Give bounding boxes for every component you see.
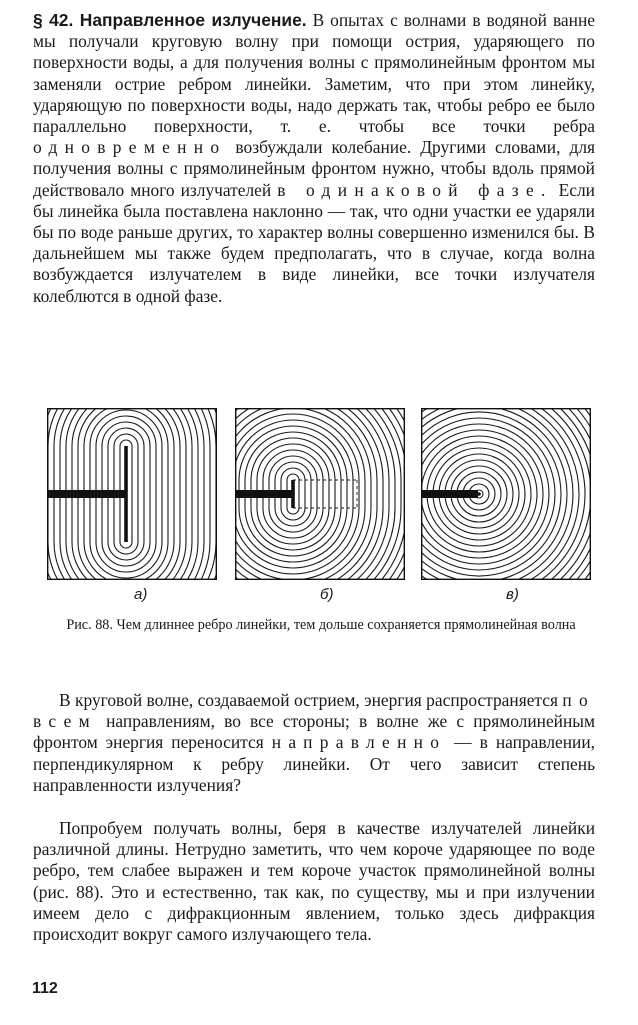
figure-label-b: б) — [320, 586, 334, 603]
p1-text: В опытах с волнами в водяной ванне мы получали круговую волну при помощи острия, ударяющего по поверхности воды, а для получения волны с прямолинейным фронтом мы заменяли острие ребром линейки. Заметим, что при этом линейку, ударяющую по поверхности воды, надо держать так, чтобы ребро ее было параллельно поверхности, т. е. чтобы все точки ребра — [33, 10, 595, 137]
p1-spaced-same-phase: в одинаковой фазе. — [277, 179, 553, 200]
section-heading: § 42. Направленное излучение. — [33, 10, 307, 30]
paragraph-2 — [33, 690, 595, 796]
figure-label-c: в) — [506, 586, 519, 603]
p2-spaced-directed: направленно — [271, 732, 447, 753]
figure-88 — [47, 408, 607, 608]
section-paragraph-1 — [33, 10, 595, 307]
p2-text: В круговой волне, создаваемой острием, энергия распространяется — [59, 690, 563, 710]
p1-spaced-simultaneously: одновременно — [33, 137, 227, 158]
p1-text-3: Если бы линейка была поставлена наклонно — так, что одни участки ее ударяли бы по воде раньше других, то характер волны совершенно изменился бы. В дальнейшем мы также будем предполагать, что в случае, когда волна возбуждается излучателем в виде линейки, все точки излучателя колеблются в одной фазе. — [33, 179, 595, 306]
page-number: 112 — [32, 980, 58, 997]
figure-caption: Рис. 88. Чем длиннее ребро линейки, тем дольше сохраняется прямолинейная волна — [66, 617, 576, 633]
wave-panel-long-ruler — [47, 408, 217, 580]
p2-text-3: — в направлении, перпендикулярном к ребру линейки. От чего зависит степень направленности излучения? — [33, 732, 595, 795]
p1-text-2: возбуждали колебание. Другими словами, для получения волны с прямолинейным фронтом нужно, чтобы вдоль прямой действовало много излучателей — [33, 137, 595, 200]
paragraph-3: Попробуем получать волны, беря в качестве излучателей линейки различной длины. Нетрудно заметить, что чем короче ударяющее по воде ребро, тем слабее выражен и тем короче участок прямолинейной волны (рис. 88). Это и естественно, так как, по существу, мы и при излучении имеем дело с дифракционным явлением, только здесь дифракция происходит вокруг самого излучающего тела. — [33, 818, 595, 945]
p2-text-2: направлениям, во все стороны; в волне же с прямолинейным фронтом энергия переносится — [33, 711, 595, 753]
figure-label-a: а) — [134, 586, 148, 603]
wave-panel-short-ruler — [235, 408, 405, 580]
p2-spaced-all-directions: по всем — [33, 690, 595, 732]
wave-panel-point-source — [421, 408, 591, 580]
